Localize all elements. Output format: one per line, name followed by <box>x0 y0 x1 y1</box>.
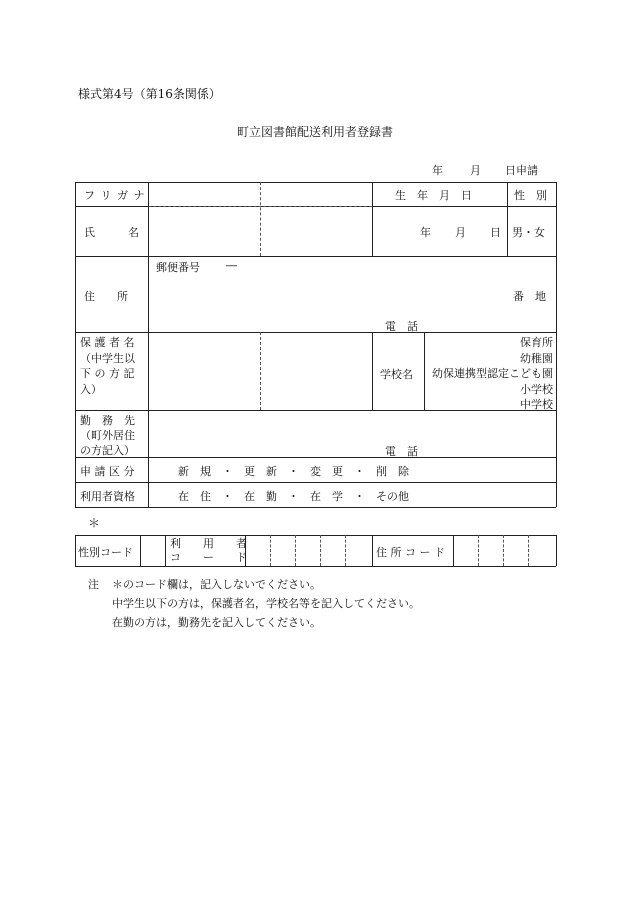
address-phone-label: 電 話 <box>385 320 418 333</box>
birth-label: 生 年 月 日 <box>395 189 472 202</box>
school-label: 学校名 <box>380 368 413 381</box>
birth-month: 月 <box>455 226 466 239</box>
guardian-label-line-1: 保 護 者 名 <box>80 336 135 349</box>
gender-label: 性 別 <box>514 189 547 202</box>
note-2: 中学生以下の方は，保護者名，学校名等を記入してください。 <box>112 597 420 610</box>
postal-dash: ― <box>226 259 237 272</box>
work-label <box>80 413 135 458</box>
qualification-label: 利用者資格 <box>80 490 135 503</box>
note-1: ＊のコード欄は，記入しないでください。 <box>112 578 321 591</box>
school-type-list <box>432 335 553 413</box>
user-code-label <box>170 537 247 565</box>
furigana-label: フ リ ガ ナ <box>84 189 146 202</box>
birth-day: 日 <box>490 226 501 239</box>
banchi-label: 番 地 <box>513 290 546 303</box>
date-year: 年 <box>432 164 443 177</box>
school-type-certified-center: 幼保連携型認定こども園 <box>432 367 553 380</box>
date-day-apply: 日申請 <box>505 164 538 177</box>
guardian-label-line-3: 下 の 方 記 <box>80 367 135 380</box>
birth-year: 年 <box>420 226 431 239</box>
name-label: 氏 名 <box>84 226 139 239</box>
user-code-label-line-2: コ ー ド <box>170 551 247 564</box>
note-3: 在勤の方は，勤務先を記入してください。 <box>112 616 321 629</box>
work-label-line-1: 勤 務 先 <box>80 414 135 427</box>
office-asterisk: ＊ <box>88 516 101 530</box>
qualification-options: 在 住 ・ 在 勤 ・ 在 学 ・ その他 <box>178 490 409 503</box>
apply-type-options: 新 規 ・ 更 新 ・ 変 更 ・ 削 除 <box>178 465 409 478</box>
guardian-label-line-4: 入） <box>80 382 102 396</box>
form-number: 様式第4号（第16条関係） <box>78 87 221 101</box>
apply-type-label: 申 請 区 分 <box>80 465 135 478</box>
gender-value: 男・女 <box>512 226 545 239</box>
page-title: 町立図書館配送利用者登録書 <box>236 125 393 139</box>
gender-code-label: 性別コード <box>78 546 133 559</box>
school-type-elementary: 小学校 <box>520 382 553 396</box>
guardian-label <box>80 335 135 397</box>
address-code-label: 住 所 コ ー ド <box>376 546 445 559</box>
school-type-kindergarten: 幼稚園 <box>520 351 553 365</box>
note-prefix: 注 <box>88 578 99 591</box>
work-label-line-2: （町外居住 <box>80 429 135 442</box>
work-label-line-3: の方記入） <box>80 444 135 457</box>
work-phone-label: 電 話 <box>385 445 418 458</box>
address-label: 住 所 <box>84 290 128 303</box>
date-month: 月 <box>470 164 481 177</box>
guardian-label-line-2: （中学生以 <box>80 351 135 365</box>
school-type-junior-high: 中学校 <box>520 398 553 411</box>
postal-label: 郵便番号 <box>156 261 200 274</box>
user-code-label-line-1: 利 用 者 <box>170 537 247 550</box>
school-type-nursery: 保育所 <box>520 336 553 349</box>
